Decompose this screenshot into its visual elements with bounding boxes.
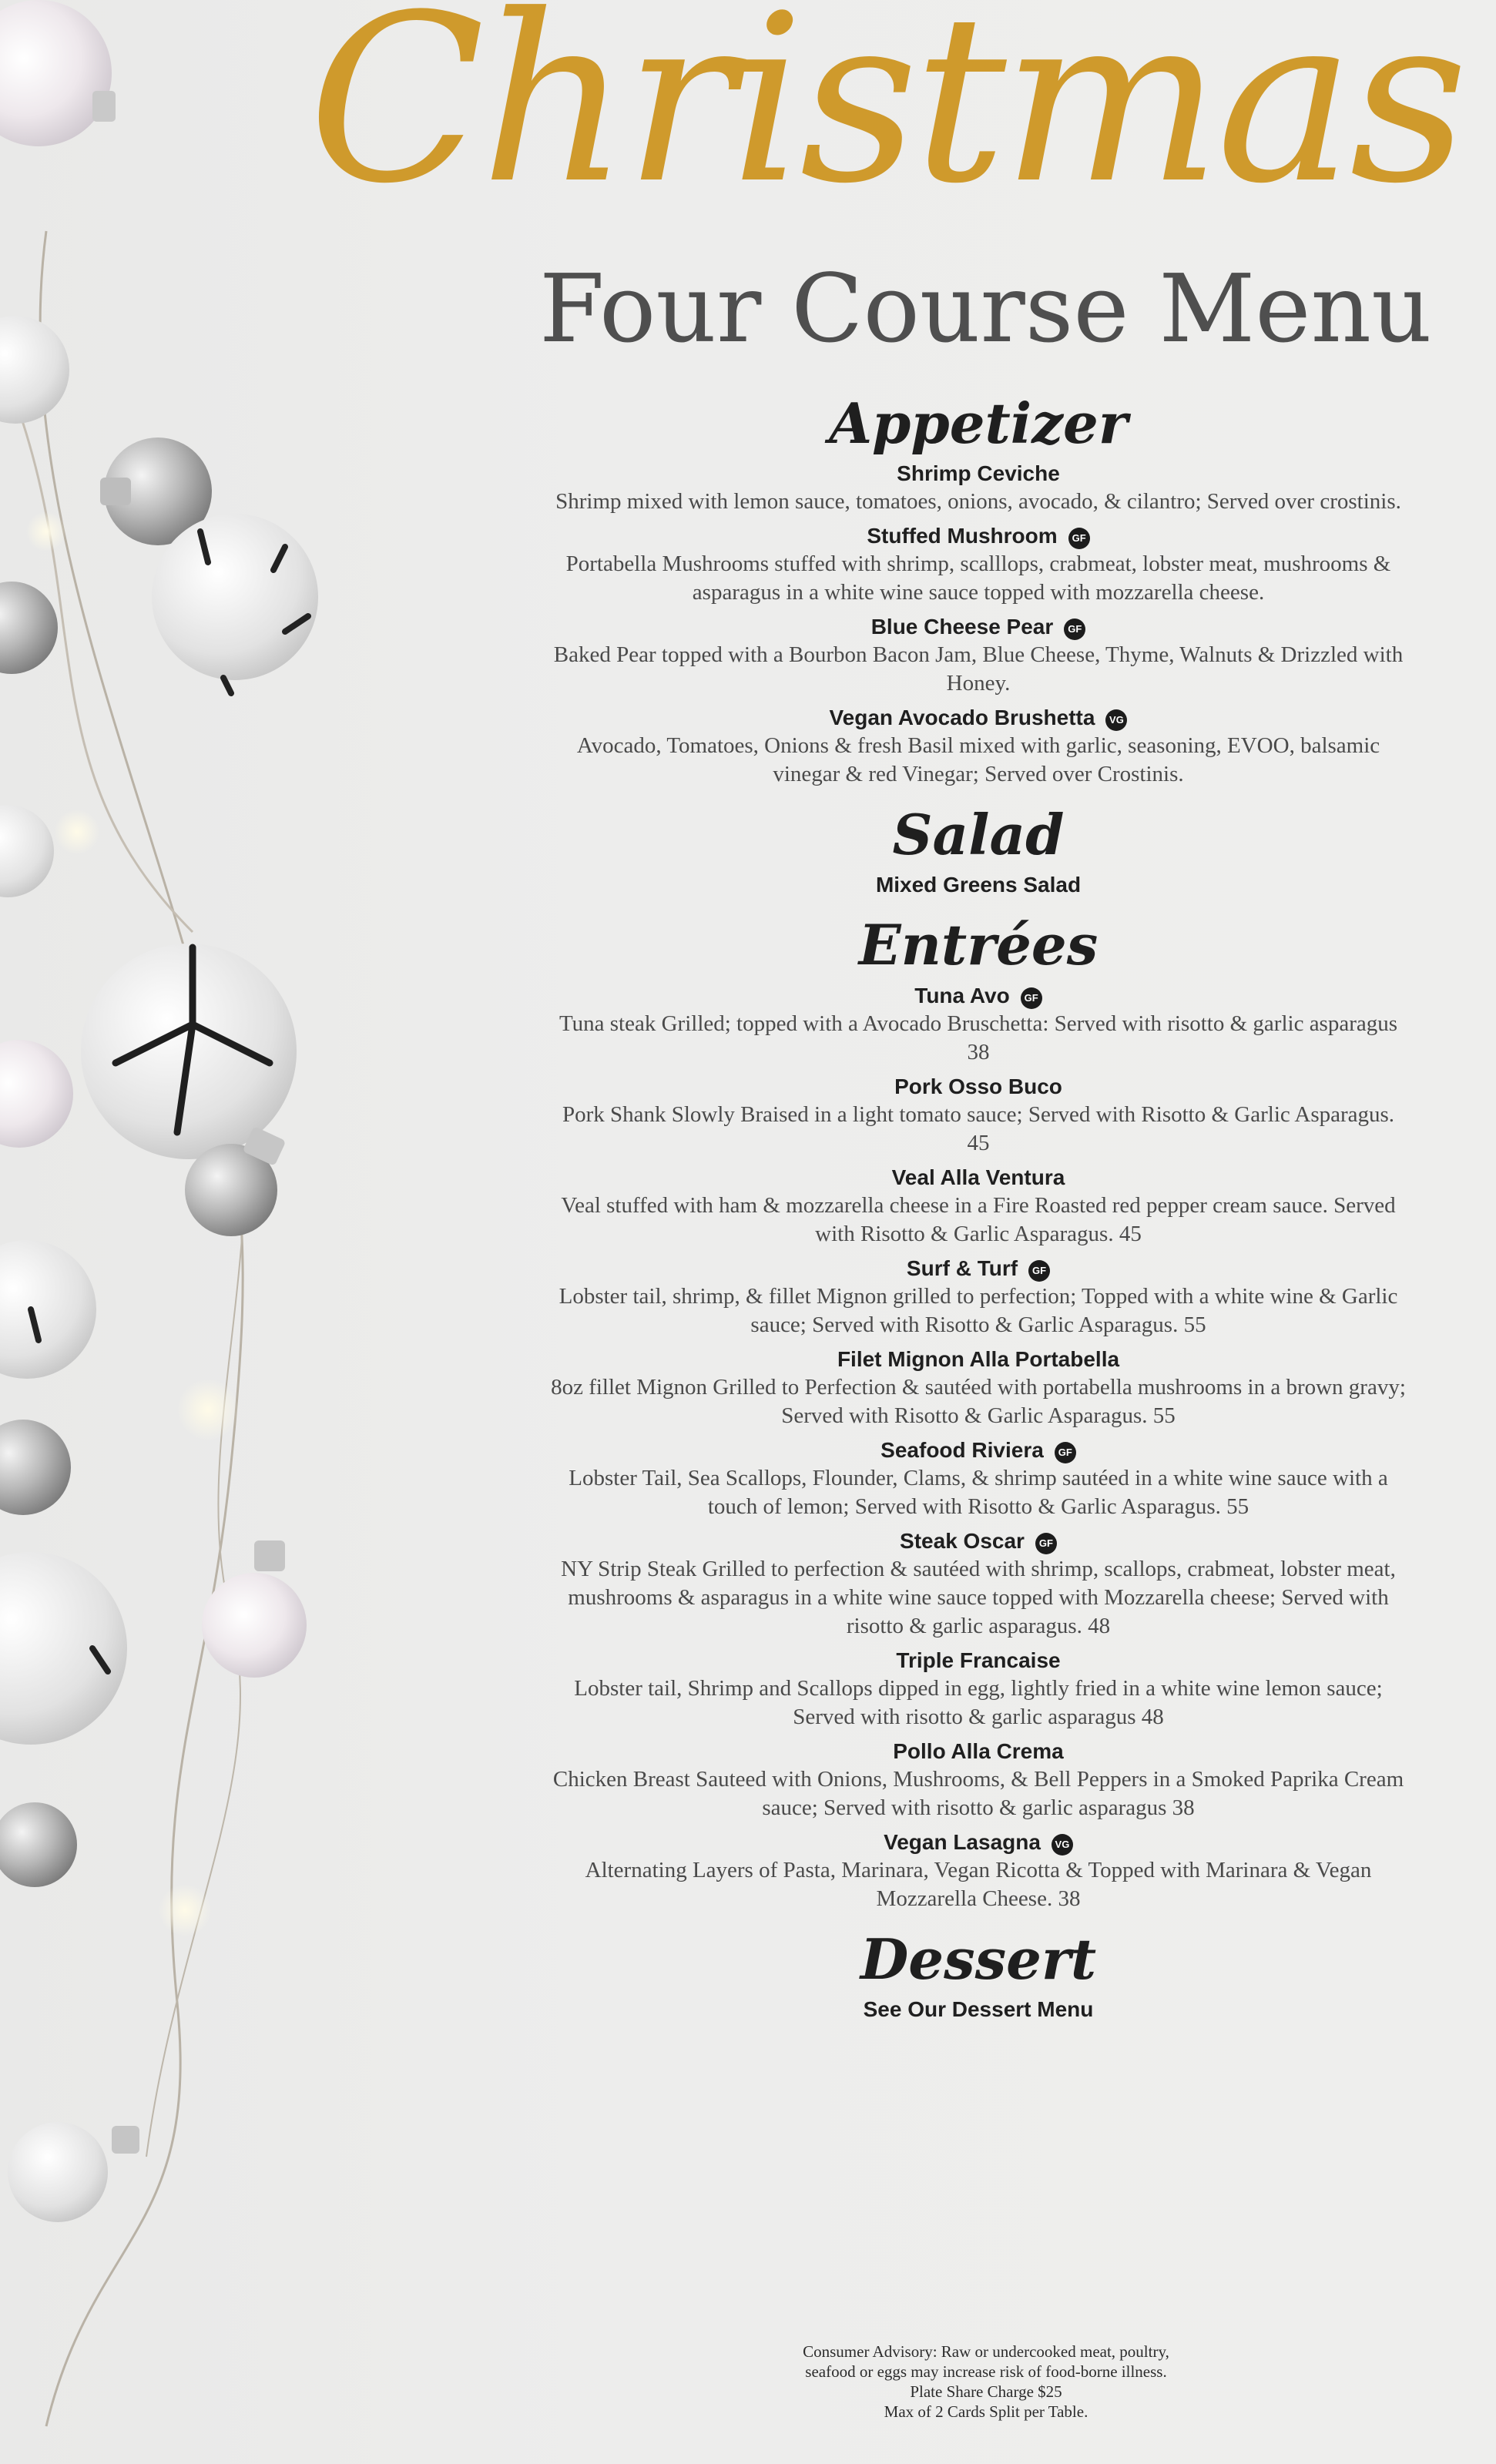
item-name: Mixed Greens Salad xyxy=(875,873,1082,897)
item-description: Veal stuffed with ham & mozzarella cheese in a Fire Roasted red pepper cream sauce. Served with Risotto & Garlic Asparagus. 45 xyxy=(561,1192,1396,1246)
menu-item xyxy=(532,613,1425,698)
item-description: Lobster tail, shrimp, & fillet Mignon grilled to perfection; Topped with a white wine & Garlic sauce; Served with Risotto & Garlic Asparagus. 55 xyxy=(558,1283,1398,1337)
section-salad xyxy=(532,804,1425,899)
item-name: Surf & Turf xyxy=(906,1255,1018,1280)
item-name: Steak Oscar xyxy=(900,1528,1025,1553)
menu-title: Christmas xyxy=(308,0,1464,234)
item-description: Shrimp mixed with lemon sauce, tomatoes, onions, avocado, & cilantro; Served over crostinis. xyxy=(555,489,1401,515)
menu-item xyxy=(532,1346,1425,1430)
item-description: Alternating Layers of Pasta, Marinara, Vegan Ricotta & Topped with Marinara & Vegan Mozzarella Cheese. 38 xyxy=(585,1857,1372,1911)
item-description: Tuna steak Grilled; topped with a Avocado Bruschetta: Served with risotto & garlic asparagus 38 xyxy=(558,1011,1398,1064)
menu-item xyxy=(532,871,1425,899)
section-appetizer xyxy=(532,393,1425,789)
menu-item xyxy=(532,1436,1425,1521)
item-name: Tuna Avo xyxy=(914,983,1010,1007)
section-dessert xyxy=(532,1926,1425,2023)
menu-item xyxy=(532,460,1425,516)
item-name: Shrimp Ceviche xyxy=(897,461,1060,486)
item-description: Portabella Mushrooms stuffed with shrimp, scalllops, crabmeat, lobster meat, mushrooms & asparagus in a white wine sauce topped with mozzarella cheese. xyxy=(565,551,1391,605)
menu-item xyxy=(532,1073,1425,1158)
vegan-badge: VG xyxy=(1105,709,1127,731)
menu-item xyxy=(532,1647,1425,1732)
item-name: Veal Alla Ventura xyxy=(891,1165,1065,1189)
item-name: Stuffed Mushroom xyxy=(867,524,1058,548)
item-name: Vegan Avocado Brushetta xyxy=(829,706,1095,730)
gluten-free-badge: GF xyxy=(1064,619,1085,640)
item-name: Blue Cheese Pear xyxy=(870,615,1054,639)
gluten-free-badge: GF xyxy=(1055,1442,1076,1463)
menu-item xyxy=(532,1738,1425,1822)
section-title-entrees: Entrées xyxy=(858,912,1099,978)
item-name: See Our Dessert Menu xyxy=(863,1996,1094,2021)
menu-subtitle: Four Course Menu xyxy=(539,254,1432,364)
item-description: 8oz fillet Mignon Grilled to Perfection & sautéed with portabella mushrooms in a brown gravy; Served with Risotto & Garlic Asparagus. 55 xyxy=(551,1374,1406,1428)
gluten-free-badge: GF xyxy=(1068,528,1090,549)
item-description: Avocado, Tomatoes, Onions & fresh Basil mixed with garlic, seasoning, EVOO, balsamic vinegar & red Vinegar; Served over Crostinis. xyxy=(576,733,1380,787)
consumer-advisory xyxy=(678,2342,1294,2422)
section-entrees xyxy=(532,914,1425,1913)
item-name: Vegan Lasagna xyxy=(884,1829,1041,1854)
section-title-salad: Salad xyxy=(892,802,1065,868)
menu-item xyxy=(532,522,1425,607)
ornament-decoration xyxy=(0,0,339,2464)
item-description: Lobster Tail, Sea Scallops, Flounder, Clams, & shrimp sautéed in a white wine sauce with a touch of lemon; Served with Risotto & Garlic Asparagus. 55 xyxy=(569,1465,1388,1519)
gluten-free-badge: GF xyxy=(1028,1260,1050,1282)
gluten-free-badge: GF xyxy=(1021,987,1042,1009)
item-description: Chicken Breast Sauteed with Onions, Mushrooms, & Bell Peppers in a Smoked Paprika Cream sauce; Served with risotto & garlic asparagus 38 xyxy=(552,1766,1404,1820)
menu-item xyxy=(532,1996,1425,2023)
advisory-line: Consumer Advisory: Raw or undercooked meat, poultry, xyxy=(803,2342,1169,2361)
item-description: Baked Pear topped with a Bourbon Bacon Jam, Blue Cheese, Thyme, Walnuts & Drizzled with Honey. xyxy=(553,642,1404,696)
section-title-dessert: Dessert xyxy=(860,1926,1097,1992)
plate-share-charge: Plate Share Charge $25 xyxy=(910,2382,1062,2401)
item-name: Pollo Alla Crema xyxy=(893,1738,1064,1763)
advisory-line: seafood or eggs may increase risk of food-borne illness. xyxy=(805,2362,1167,2381)
menu-content xyxy=(532,393,1425,2023)
menu-item xyxy=(532,1829,1425,1913)
item-description: Lobster tail, Shrimp and Scallops dipped in egg, lightly fried in a white wine lemon sauce; Served with risotto & garlic asparagus 48 xyxy=(574,1675,1383,1729)
gluten-free-badge: GF xyxy=(1035,1533,1057,1554)
item-name: Pork Osso Buco xyxy=(894,1074,1062,1098)
menu-item xyxy=(532,1527,1425,1641)
vegan-badge: VG xyxy=(1052,1834,1073,1856)
item-name: Seafood Riviera xyxy=(880,1437,1044,1462)
menu-item xyxy=(532,704,1425,789)
item-name: Filet Mignon Alla Portabella xyxy=(837,1346,1120,1371)
menu-item xyxy=(532,1255,1425,1339)
menu-item xyxy=(532,1164,1425,1249)
item-description: NY Strip Steak Grilled to perfection & sautéed with shrimp, scallops, crabmeat, lobster meat, mushrooms & asparagus in a white wine sauce topped with Mozzarella cheese; Served with risotto & garlic asparagus. 48 xyxy=(561,1556,1396,1638)
card-split-limit: Max of 2 Cards Split per Table. xyxy=(884,2402,1088,2421)
section-title-appetizer: Appetizer xyxy=(829,391,1128,456)
menu-item xyxy=(532,982,1425,1067)
item-description: Pork Shank Slowly Braised in a light tomato sauce; Served with Risotto & Garlic Asparagus. 45 xyxy=(562,1101,1395,1155)
item-name: Triple Francaise xyxy=(896,1648,1061,1672)
